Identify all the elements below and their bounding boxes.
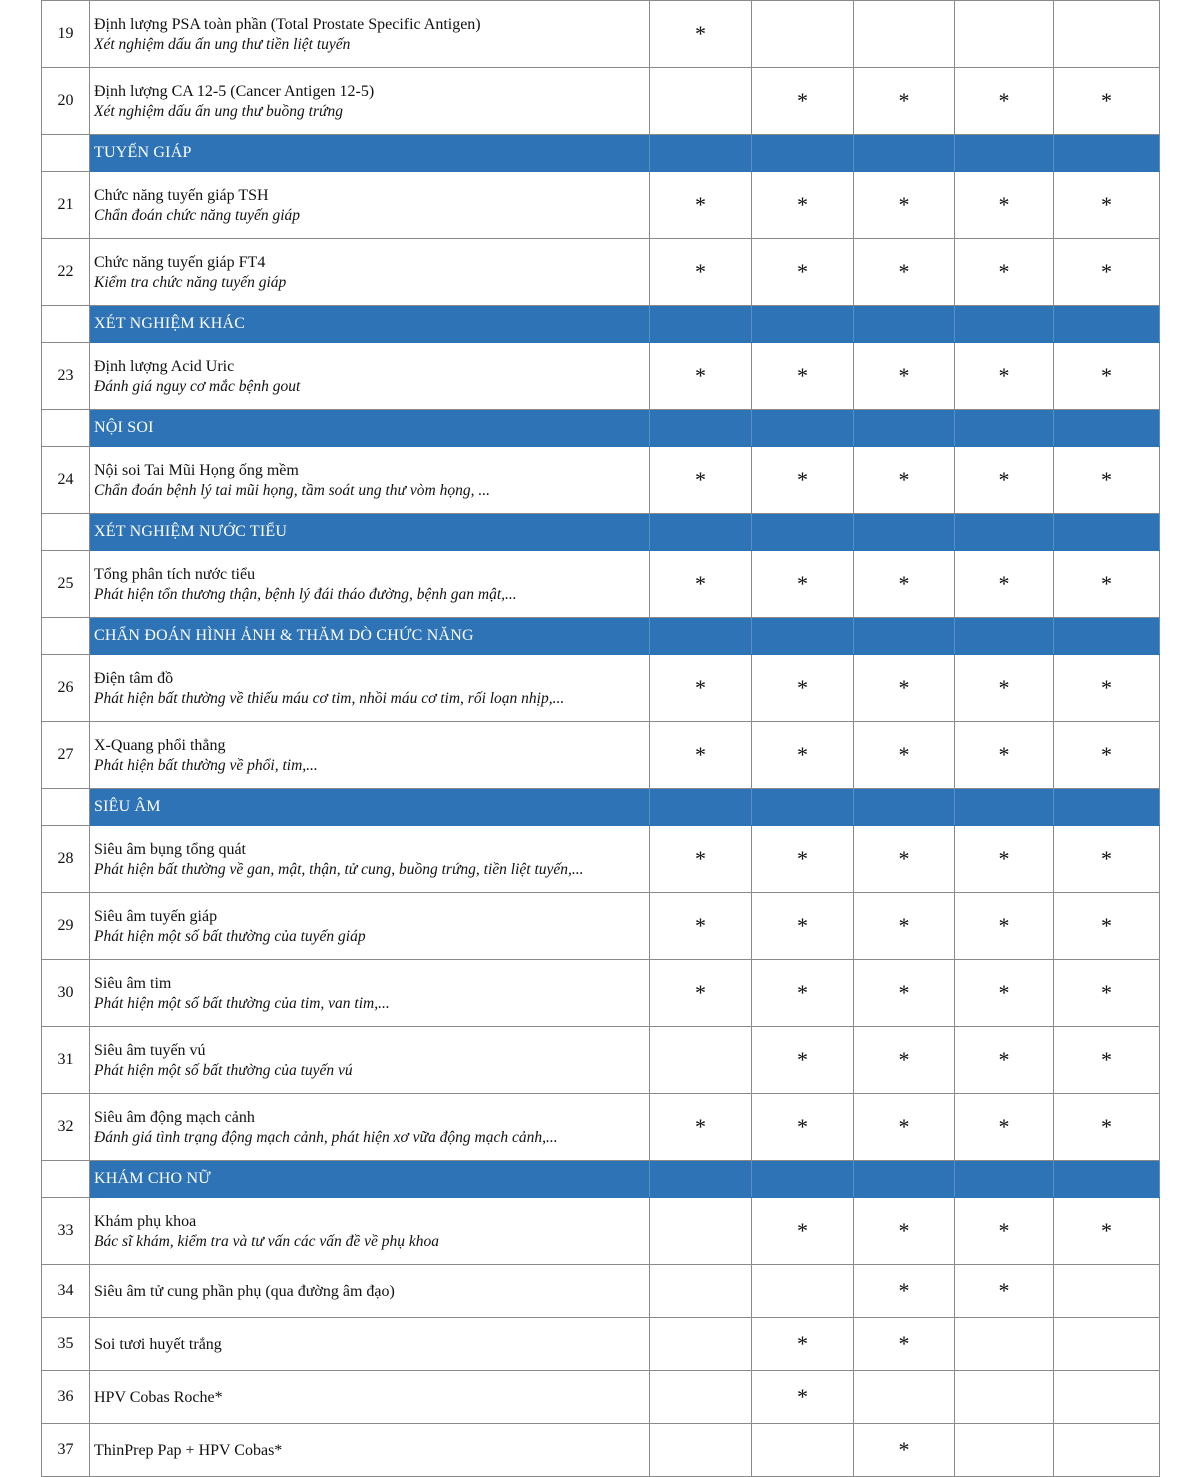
package-2-mark: * <box>752 447 854 514</box>
row-number: 31 <box>42 1027 90 1094</box>
section-fill-cell <box>1054 135 1160 172</box>
service-title: Siêu âm tuyến giáp <box>94 907 218 925</box>
service-description <box>90 172 650 239</box>
package-2-mark: * <box>752 1027 854 1094</box>
package-1-mark: * <box>650 1094 752 1161</box>
package-5-mark: * <box>1054 1094 1160 1161</box>
service-description <box>90 1424 650 1477</box>
service-table <box>41 0 1160 1477</box>
table-row <box>42 826 1160 893</box>
section-num-cell <box>42 135 90 172</box>
service-subtitle: Phát hiện tổn thương thận, bệnh lý đái tháo đường, bệnh gan mật,... <box>94 585 517 603</box>
package-2-mark: * <box>752 172 854 239</box>
package-3-mark: * <box>854 68 955 135</box>
service-description <box>90 1094 650 1161</box>
package-1-mark: * <box>650 826 752 893</box>
section-num-cell <box>42 618 90 655</box>
row-number: 32 <box>42 1094 90 1161</box>
package-1-mark: * <box>650 960 752 1027</box>
service-description <box>90 1 650 68</box>
package-1-mark: * <box>650 447 752 514</box>
section-header-row <box>42 514 1160 551</box>
package-4-mark: * <box>955 1265 1054 1318</box>
row-number: 29 <box>42 893 90 960</box>
service-description <box>90 1027 650 1094</box>
package-1-mark <box>650 68 752 135</box>
section-fill-cell <box>854 618 955 655</box>
package-2-mark: * <box>752 1318 854 1371</box>
package-5-mark: * <box>1054 1198 1160 1265</box>
section-fill-cell <box>1054 1161 1160 1198</box>
section-label: XÉT NGHIỆM KHÁC <box>90 306 650 343</box>
section-fill-cell <box>650 618 752 655</box>
section-label: KHÁM CHO NỮ <box>90 1161 650 1198</box>
section-header-row <box>42 1161 1160 1198</box>
section-header-row <box>42 306 1160 343</box>
service-title: Siêu âm tim <box>94 974 172 992</box>
service-title: Điện tâm đồ <box>94 669 174 687</box>
section-fill-cell <box>955 410 1054 447</box>
section-fill-cell <box>854 789 955 826</box>
row-number: 26 <box>42 655 90 722</box>
row-number: 19 <box>42 1 90 68</box>
table-row <box>42 1265 1160 1318</box>
package-1-mark <box>650 1265 752 1318</box>
package-2-mark: * <box>752 343 854 410</box>
package-4-mark <box>955 1 1054 68</box>
section-header-row <box>42 410 1160 447</box>
service-subtitle: Đánh giá nguy cơ mắc bệnh gout <box>94 377 301 395</box>
package-4-mark: * <box>955 447 1054 514</box>
section-label: NỘI SOI <box>90 410 650 447</box>
table-row <box>42 1027 1160 1094</box>
service-title: Định lượng Acid Uric <box>94 357 235 375</box>
service-description <box>90 1318 650 1371</box>
row-number: 21 <box>42 172 90 239</box>
package-2-mark <box>752 1 854 68</box>
section-num-cell <box>42 1161 90 1198</box>
package-2-mark: * <box>752 722 854 789</box>
package-4-mark <box>955 1318 1054 1371</box>
section-fill-cell <box>955 514 1054 551</box>
section-fill-cell <box>650 410 752 447</box>
service-subtitle: Phát hiện bất thường về phổi, tim,... <box>94 756 318 774</box>
section-fill-cell <box>752 618 854 655</box>
package-1-mark <box>650 1371 752 1424</box>
service-title: Siêu âm tử cung phần phụ (qua đường âm đạo) <box>94 1282 395 1300</box>
service-subtitle: Chẩn đoán bệnh lý tai mũi họng, tầm soát ung thư vòm họng, ... <box>94 481 490 499</box>
table-row <box>42 1424 1160 1477</box>
service-subtitle: Chẩn đoán chức năng tuyến giáp <box>94 206 301 224</box>
service-subtitle: Xét nghiệm dấu ấn ung thư buồng trứng <box>94 102 343 120</box>
section-fill-cell <box>650 135 752 172</box>
service-title: Chức năng tuyến giáp TSH <box>94 186 269 204</box>
package-2-mark <box>752 1265 854 1318</box>
table-row <box>42 1371 1160 1424</box>
section-fill-cell <box>955 135 1054 172</box>
package-4-mark: * <box>955 655 1054 722</box>
section-label: XÉT NGHIỆM NƯỚC TIỂU <box>90 514 650 551</box>
package-1-mark: * <box>650 343 752 410</box>
section-fill-cell <box>955 618 1054 655</box>
package-2-mark: * <box>752 1371 854 1424</box>
table-row <box>42 1318 1160 1371</box>
service-title: Khám phụ khoa <box>94 1212 197 1230</box>
section-fill-cell <box>752 410 854 447</box>
package-4-mark: * <box>955 1198 1054 1265</box>
package-3-mark: * <box>854 893 955 960</box>
package-1-mark <box>650 1424 752 1477</box>
section-fill-cell <box>854 135 955 172</box>
package-4-mark <box>955 1371 1054 1424</box>
section-num-cell <box>42 306 90 343</box>
package-4-mark: * <box>955 343 1054 410</box>
service-subtitle: Phát hiện một số bất thường của tuyến vú <box>94 1061 353 1079</box>
table-row <box>42 1094 1160 1161</box>
package-2-mark: * <box>752 826 854 893</box>
row-number: 34 <box>42 1265 90 1318</box>
package-3-mark <box>854 1371 955 1424</box>
service-description <box>90 447 650 514</box>
service-description <box>90 1371 650 1424</box>
package-4-mark: * <box>955 551 1054 618</box>
package-5-mark: * <box>1054 893 1160 960</box>
row-number: 20 <box>42 68 90 135</box>
row-number: 27 <box>42 722 90 789</box>
package-1-mark: * <box>650 893 752 960</box>
package-3-mark: * <box>854 655 955 722</box>
package-3-mark: * <box>854 1198 955 1265</box>
package-1-mark: * <box>650 655 752 722</box>
service-subtitle: Phát hiện bất thường về thiếu máu cơ tim, nhồi máu cơ tim, rối loạn nhịp,... <box>94 689 565 707</box>
table-row <box>42 1 1160 68</box>
package-3-mark: * <box>854 239 955 306</box>
section-num-cell <box>42 410 90 447</box>
package-3-mark: * <box>854 447 955 514</box>
package-5-mark: * <box>1054 68 1160 135</box>
row-number: 35 <box>42 1318 90 1371</box>
package-4-mark: * <box>955 960 1054 1027</box>
package-4-mark: * <box>955 722 1054 789</box>
package-4-mark: * <box>955 1027 1054 1094</box>
row-number: 37 <box>42 1424 90 1477</box>
service-subtitle: Đánh giá tình trạng động mạch cảnh, phát hiện xơ vữa động mạch cảnh,... <box>94 1128 558 1146</box>
service-description <box>90 343 650 410</box>
service-title: HPV Cobas Roche* <box>94 1388 223 1406</box>
package-5-mark: * <box>1054 172 1160 239</box>
package-5-mark <box>1054 1371 1160 1424</box>
section-fill-cell <box>1054 514 1160 551</box>
table-row <box>42 722 1160 789</box>
package-2-mark: * <box>752 1198 854 1265</box>
package-4-mark: * <box>955 826 1054 893</box>
row-number: 28 <box>42 826 90 893</box>
package-2-mark: * <box>752 239 854 306</box>
section-fill-cell <box>854 306 955 343</box>
service-title: Định lượng PSA toàn phần (Total Prostate Specific Antigen) <box>94 15 481 33</box>
service-title: Chức năng tuyến giáp FT4 <box>94 253 266 271</box>
section-fill-cell <box>752 1161 854 1198</box>
service-description <box>90 551 650 618</box>
package-2-mark: * <box>752 960 854 1027</box>
section-fill-cell <box>752 306 854 343</box>
package-3-mark: * <box>854 1027 955 1094</box>
service-title: Soi tươi huyết trắng <box>94 1335 222 1353</box>
section-fill-cell <box>650 789 752 826</box>
section-header-row <box>42 789 1160 826</box>
service-subtitle: Phát hiện một số bất thường của tuyến giáp <box>94 927 366 945</box>
service-description <box>90 655 650 722</box>
section-label: CHẨN ĐOÁN HÌNH ẢNH & THĂM DÒ CHỨC NĂNG <box>90 618 650 655</box>
package-1-mark: * <box>650 722 752 789</box>
package-1-mark: * <box>650 239 752 306</box>
section-fill-cell <box>752 514 854 551</box>
package-3-mark: * <box>854 826 955 893</box>
package-3-mark: * <box>854 960 955 1027</box>
section-fill-cell <box>955 306 1054 343</box>
service-description <box>90 68 650 135</box>
package-5-mark: * <box>1054 722 1160 789</box>
service-description <box>90 239 650 306</box>
section-header-row <box>42 135 1160 172</box>
section-fill-cell <box>854 410 955 447</box>
package-1-mark: * <box>650 1 752 68</box>
row-number: 23 <box>42 343 90 410</box>
package-1-mark <box>650 1027 752 1094</box>
service-title: Định lượng CA 12-5 (Cancer Antigen 12-5) <box>94 82 375 100</box>
table-row <box>42 551 1160 618</box>
section-label: TUYẾN GIÁP <box>90 135 650 172</box>
table-row <box>42 1198 1160 1265</box>
section-fill-cell <box>1054 618 1160 655</box>
package-5-mark: * <box>1054 343 1160 410</box>
service-subtitle: Phát hiện bất thường về gan, mật, thận, tử cung, buồng trứng, tiền liệt tuyến,... <box>94 860 584 878</box>
table-row <box>42 447 1160 514</box>
package-5-mark: * <box>1054 655 1160 722</box>
package-2-mark: * <box>752 655 854 722</box>
section-num-cell <box>42 789 90 826</box>
package-2-mark: * <box>752 68 854 135</box>
section-fill-cell <box>650 306 752 343</box>
package-1-mark <box>650 1198 752 1265</box>
service-description <box>90 893 650 960</box>
row-number: 25 <box>42 551 90 618</box>
package-3-mark: * <box>854 172 955 239</box>
package-4-mark: * <box>955 239 1054 306</box>
package-5-mark: * <box>1054 960 1160 1027</box>
section-fill-cell <box>650 514 752 551</box>
table-row <box>42 343 1160 410</box>
package-2-mark: * <box>752 893 854 960</box>
package-3-mark: * <box>854 551 955 618</box>
package-3-mark: * <box>854 722 955 789</box>
service-description <box>90 722 650 789</box>
table-row <box>42 655 1160 722</box>
service-description <box>90 960 650 1027</box>
package-4-mark: * <box>955 172 1054 239</box>
package-5-mark: * <box>1054 1027 1160 1094</box>
section-fill-cell <box>752 135 854 172</box>
package-3-mark: * <box>854 343 955 410</box>
service-description <box>90 1265 650 1318</box>
section-fill-cell <box>650 1161 752 1198</box>
package-2-mark <box>752 1424 854 1477</box>
section-fill-cell <box>752 789 854 826</box>
service-title: Tổng phân tích nước tiểu <box>94 565 256 583</box>
section-fill-cell <box>1054 789 1160 826</box>
service-subtitle: Kiểm tra chức năng tuyến giáp <box>94 273 287 291</box>
package-4-mark <box>955 1424 1054 1477</box>
package-1-mark: * <box>650 172 752 239</box>
service-title: X-Quang phổi thẳng <box>94 736 226 754</box>
package-2-mark: * <box>752 1094 854 1161</box>
package-5-mark <box>1054 1424 1160 1477</box>
package-5-mark: * <box>1054 826 1160 893</box>
section-fill-cell <box>955 789 1054 826</box>
service-title: Siêu âm bụng tổng quát <box>94 840 246 858</box>
package-3-mark: * <box>854 1424 955 1477</box>
package-4-mark: * <box>955 893 1054 960</box>
table-row <box>42 239 1160 306</box>
service-subtitle: Xét nghiệm dấu ấn ung thư tiền liệt tuyến <box>94 35 351 53</box>
section-fill-cell <box>854 1161 955 1198</box>
package-3-mark <box>854 1 955 68</box>
package-2-mark: * <box>752 551 854 618</box>
row-number: 36 <box>42 1371 90 1424</box>
package-5-mark <box>1054 1318 1160 1371</box>
package-4-mark: * <box>955 1094 1054 1161</box>
package-4-mark: * <box>955 68 1054 135</box>
section-fill-cell <box>854 514 955 551</box>
service-title: Siêu âm động mạch cảnh <box>94 1108 255 1126</box>
row-number: 24 <box>42 447 90 514</box>
section-fill-cell <box>1054 306 1160 343</box>
package-5-mark: * <box>1054 447 1160 514</box>
service-title: ThinPrep Pap + HPV Cobas* <box>94 1441 283 1459</box>
service-subtitle: Phát hiện một số bất thường của tim, van tim,... <box>94 994 390 1012</box>
package-1-mark <box>650 1318 752 1371</box>
package-5-mark <box>1054 1 1160 68</box>
package-5-mark: * <box>1054 551 1160 618</box>
row-number: 22 <box>42 239 90 306</box>
table-row <box>42 960 1160 1027</box>
table-row <box>42 68 1160 135</box>
package-1-mark: * <box>650 551 752 618</box>
section-fill-cell <box>1054 410 1160 447</box>
service-description <box>90 1198 650 1265</box>
service-title: Nội soi Tai Mũi Họng ống mềm <box>94 461 299 479</box>
service-subtitle: Bác sĩ khám, kiểm tra và tư vấn các vấn đề về phụ khoa <box>94 1232 440 1250</box>
table-row <box>42 893 1160 960</box>
package-5-mark: * <box>1054 239 1160 306</box>
row-number: 30 <box>42 960 90 1027</box>
service-title: Siêu âm tuyến vú <box>94 1041 206 1059</box>
package-3-mark: * <box>854 1094 955 1161</box>
section-header-row <box>42 618 1160 655</box>
section-fill-cell <box>955 1161 1054 1198</box>
package-3-mark: * <box>854 1265 955 1318</box>
package-5-mark <box>1054 1265 1160 1318</box>
service-description <box>90 826 650 893</box>
package-3-mark: * <box>854 1318 955 1371</box>
section-num-cell <box>42 514 90 551</box>
section-label: SIÊU ÂM <box>90 789 650 826</box>
row-number: 33 <box>42 1198 90 1265</box>
table-row <box>42 172 1160 239</box>
